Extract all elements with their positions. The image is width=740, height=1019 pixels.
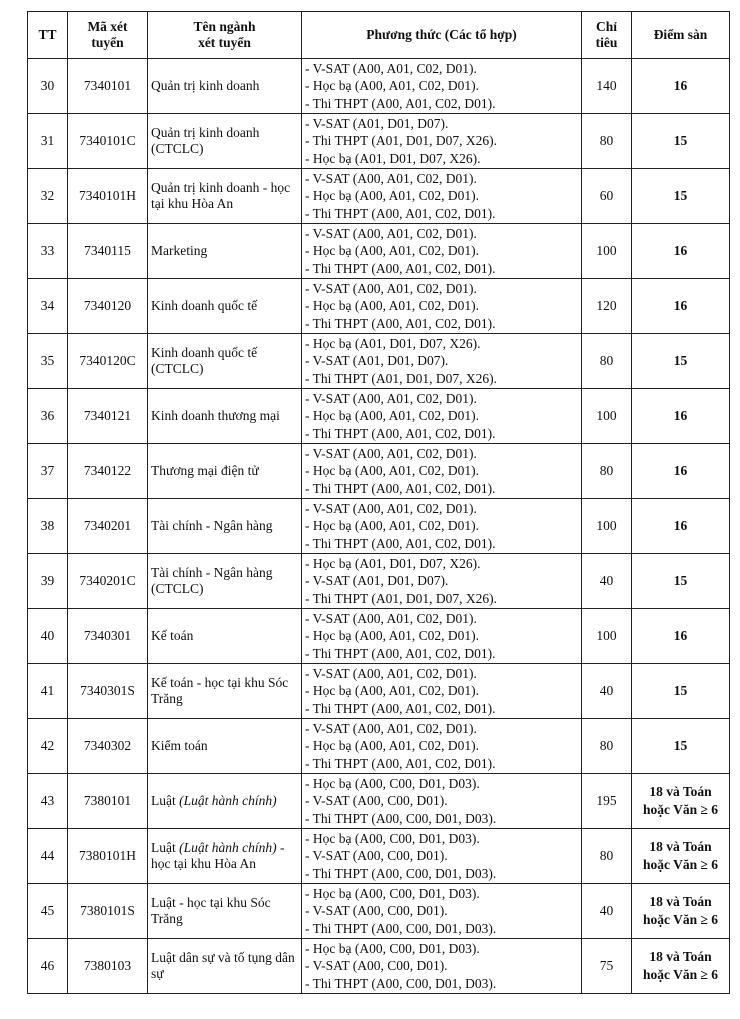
admission-methods [302,334,582,389]
floor-score: 15 [632,114,730,169]
floor-score: 16 [632,609,730,664]
method-line: - Thi THPT (A01, D01, D07, X26). [305,133,497,149]
program-name-text: Marketing [151,243,208,258]
program-name [148,554,302,609]
program-name-text: Quản trị kinh doanh (CTCLC) [151,125,260,156]
admission-methods [302,939,582,994]
program-name-text: Quản trị kinh doanh - học tại khu Hòa An [151,180,291,211]
method-line: - Thi THPT (A00, C00, D01, D03). [305,975,497,991]
program-name [148,114,302,169]
header-code-line2: tuyển [91,35,124,50]
method-line: - Học bạ (A00, A01, C02, D01). [305,78,479,94]
method-line: - Thi THPT (A00, A01, C02, D01). [305,205,496,221]
program-name [148,829,302,884]
row-number: 44 [28,829,68,884]
program-code: 7340115 [68,224,148,279]
program-name-suffix: - học tại khu Hòa An [151,840,285,871]
program-name [148,169,302,224]
method-line: - Thi THPT (A00, C00, D01, D03). [305,865,497,881]
program-code: 7380101 [68,774,148,829]
method-line: - V-SAT (A00, A01, C02, D01). [305,225,477,241]
table-row [28,444,730,499]
program-code: 7340101H [68,169,148,224]
program-code: 7340101C [68,114,148,169]
row-number: 32 [28,169,68,224]
header-name-line2: xét tuyển [198,35,251,50]
table-row [28,59,730,114]
floor-score: 15 [632,554,730,609]
method-line: - Học bạ (A00, A01, C02, D01). [305,243,479,259]
header-quota-line2: tiêu [595,35,618,50]
method-line: - Học bạ (A00, C00, D01, D03). [305,775,480,791]
quota: 100 [582,389,632,444]
method-line: - V-SAT (A00, A01, C02, D01). [305,610,477,626]
program-name-text: Luật [151,840,180,855]
method-line: - Học bạ (A01, D01, D07, X26). [305,555,481,571]
table-row [28,499,730,554]
method-line: - Thi THPT (A00, A01, C02, D01). [305,425,496,441]
table-row [28,609,730,664]
admission-methods [302,499,582,554]
quota: 75 [582,939,632,994]
quota: 100 [582,609,632,664]
quota: 195 [582,774,632,829]
header-code [68,12,148,59]
program-name [148,279,302,334]
program-code: 7340122 [68,444,148,499]
program-code: 7340302 [68,719,148,774]
floor-score: 18 và Toán hoặc Văn ≥ 6 [632,884,730,939]
table-body [28,59,730,994]
table-row [28,389,730,444]
row-number: 40 [28,609,68,664]
program-name-text: Thương mại điện tử [151,463,259,478]
floor-score: 16 [632,279,730,334]
program-name [148,444,302,499]
method-line: - V-SAT (A01, D01, D07). [305,115,449,131]
method-line: - V-SAT (A00, C00, D01). [305,848,448,864]
admission-methods [302,664,582,719]
program-name [148,884,302,939]
header-quota [582,12,632,59]
row-number: 43 [28,774,68,829]
floor-score: 15 [632,664,730,719]
admission-methods [302,774,582,829]
table-row [28,939,730,994]
header-tt: TT [28,12,68,59]
admission-methods [302,59,582,114]
method-line: - Thi THPT (A00, C00, D01, D03). [305,920,497,936]
method-line: - Học bạ (A00, A01, C02, D01). [305,463,479,479]
program-code: 7340301 [68,609,148,664]
method-line: - Học bạ (A00, A01, C02, D01). [305,738,479,754]
table-row [28,169,730,224]
method-line: - Học bạ (A01, D01, D07, X26). [305,335,481,351]
floor-score: 15 [632,334,730,389]
method-line: - Thi THPT (A00, C00, D01, D03). [305,810,497,826]
row-number: 33 [28,224,68,279]
admission-table [27,11,730,994]
program-code: 7340120C [68,334,148,389]
program-name [148,664,302,719]
method-line: - V-SAT (A00, A01, C02, D01). [305,500,477,516]
program-name-text: Tài chính - Ngân hàng [151,518,273,533]
quota: 40 [582,884,632,939]
admission-methods [302,829,582,884]
method-line: - Học bạ (A00, A01, C02, D01). [305,628,479,644]
floor-score: 16 [632,499,730,554]
program-code: 7340121 [68,389,148,444]
quota: 60 [582,169,632,224]
method-line: - Học bạ (A00, C00, D01, D03). [305,885,480,901]
program-name [148,719,302,774]
quota: 80 [582,444,632,499]
row-number: 31 [28,114,68,169]
header-score: Điểm sàn [632,12,730,59]
table-row [28,664,730,719]
method-line: - Học bạ (A00, C00, D01, D03). [305,830,480,846]
method-line: - V-SAT (A01, D01, D07). [305,353,449,369]
method-line: - Học bạ (A00, A01, C02, D01). [305,683,479,699]
program-name-text: Luật - học tại khu Sóc Trăng [151,895,271,926]
method-line: - Học bạ (A00, A01, C02, D01). [305,188,479,204]
floor-score: 18 và Toán hoặc Văn ≥ 6 [632,829,730,884]
method-line: - V-SAT (A00, A01, C02, D01). [305,445,477,461]
method-line: - Học bạ (A01, D01, D07, X26). [305,150,481,166]
program-name [148,609,302,664]
method-line: - V-SAT (A00, A01, C02, D01). [305,60,477,76]
quota: 120 [582,279,632,334]
method-line: - V-SAT (A00, A01, C02, D01). [305,280,477,296]
floor-score: 15 [632,169,730,224]
method-line: - Thi THPT (A00, A01, C02, D01). [305,755,496,771]
program-name-italic: (Luật hành chính) [179,840,277,855]
method-line: - V-SAT (A00, C00, D01). [305,958,448,974]
program-code: 7380103 [68,939,148,994]
method-line: - Học bạ (A00, A01, C02, D01). [305,298,479,314]
row-number: 35 [28,334,68,389]
floor-score: 16 [632,444,730,499]
table-row [28,554,730,609]
header-methods: Phương thức (Các tổ hợp) [302,12,582,59]
table-row [28,279,730,334]
program-name-italic: (Luật hành chính) [179,793,277,808]
method-line: - V-SAT (A00, A01, C02, D01). [305,665,477,681]
program-code: 7340120 [68,279,148,334]
table-row [28,224,730,279]
method-line: - V-SAT (A00, A01, C02, D01). [305,170,477,186]
program-name-text: Luật [151,793,180,808]
method-line: - Học bạ (A00, A01, C02, D01). [305,408,479,424]
floor-score: 18 và Toán hoặc Văn ≥ 6 [632,939,730,994]
row-number: 46 [28,939,68,994]
row-number: 38 [28,499,68,554]
quota: 40 [582,554,632,609]
program-name [148,334,302,389]
table-row [28,829,730,884]
quota: 100 [582,224,632,279]
method-line: - Thi THPT (A01, D01, D07, X26). [305,590,497,606]
floor-score: 15 [632,719,730,774]
program-name [148,59,302,114]
admission-methods [302,279,582,334]
program-code: 7340201 [68,499,148,554]
program-name [148,939,302,994]
row-number: 42 [28,719,68,774]
method-line: - V-SAT (A01, D01, D07). [305,573,449,589]
program-name-text: Kế toán [151,628,194,643]
method-line: - Thi THPT (A00, A01, C02, D01). [305,645,496,661]
table-row [28,884,730,939]
admission-methods [302,389,582,444]
program-code: 7380101H [68,829,148,884]
floor-score: 16 [632,59,730,114]
method-line: - Học bạ (A00, C00, D01, D03). [305,940,480,956]
method-line: - Thi THPT (A00, A01, C02, D01). [305,700,496,716]
program-name-text: Tài chính - Ngân hàng (CTCLC) [151,565,273,596]
admission-methods [302,719,582,774]
program-name-text: Quản trị kinh doanh [151,78,260,93]
program-name-text: Kinh doanh quốc tế (CTCLC) [151,345,258,376]
row-number: 45 [28,884,68,939]
table-row [28,774,730,829]
header-name [148,12,302,59]
admission-methods [302,114,582,169]
quota: 100 [582,499,632,554]
admission-methods [302,609,582,664]
floor-score: 16 [632,389,730,444]
method-line: - Thi THPT (A00, A01, C02, D01). [305,95,496,111]
floor-score: 16 [632,224,730,279]
program-name [148,224,302,279]
admission-methods [302,884,582,939]
program-name-text: Luật dân sự và tố tụng dân sự [151,950,295,981]
quota: 80 [582,829,632,884]
row-number: 41 [28,664,68,719]
header-quota-line1: Chỉ [595,19,617,34]
method-line: - Học bạ (A00, A01, C02, D01). [305,518,479,534]
method-line: - Thi THPT (A01, D01, D07, X26). [305,370,497,386]
table-row [28,334,730,389]
row-number: 36 [28,389,68,444]
table-row [28,114,730,169]
program-name-text: Kinh doanh quốc tế [151,298,258,313]
row-number: 39 [28,554,68,609]
program-name-text: Kế toán - học tại khu Sóc Trăng [151,675,289,706]
program-code: 7340201C [68,554,148,609]
method-line: - V-SAT (A00, C00, D01). [305,793,448,809]
method-line: - V-SAT (A00, C00, D01). [305,903,448,919]
program-name-text: Kinh doanh thương mại [151,408,280,423]
method-line: - Thi THPT (A00, A01, C02, D01). [305,535,496,551]
header-name-line1: Tên ngành [193,19,256,34]
program-code: 7380101S [68,884,148,939]
program-name [148,499,302,554]
header-code-line1: Mã xét [87,19,128,34]
admission-methods [302,444,582,499]
program-code: 7340301S [68,664,148,719]
method-line: - Thi THPT (A00, A01, C02, D01). [305,480,496,496]
row-number: 34 [28,279,68,334]
program-name-text: Kiểm toán [151,738,208,753]
method-line: - V-SAT (A00, A01, C02, D01). [305,390,477,406]
program-name [148,389,302,444]
quota: 80 [582,719,632,774]
header-row [28,12,730,59]
admission-methods [302,554,582,609]
quota: 140 [582,59,632,114]
row-number: 37 [28,444,68,499]
program-name [148,774,302,829]
program-code: 7340101 [68,59,148,114]
method-line: - V-SAT (A00, A01, C02, D01). [305,720,477,736]
method-line: - Thi THPT (A00, A01, C02, D01). [305,260,496,276]
method-line: - Thi THPT (A00, A01, C02, D01). [305,315,496,331]
quota: 40 [582,664,632,719]
admission-methods [302,169,582,224]
quota: 80 [582,114,632,169]
floor-score: 18 và Toán hoặc Văn ≥ 6 [632,774,730,829]
table-row [28,719,730,774]
row-number: 30 [28,59,68,114]
admission-methods [302,224,582,279]
quota: 80 [582,334,632,389]
